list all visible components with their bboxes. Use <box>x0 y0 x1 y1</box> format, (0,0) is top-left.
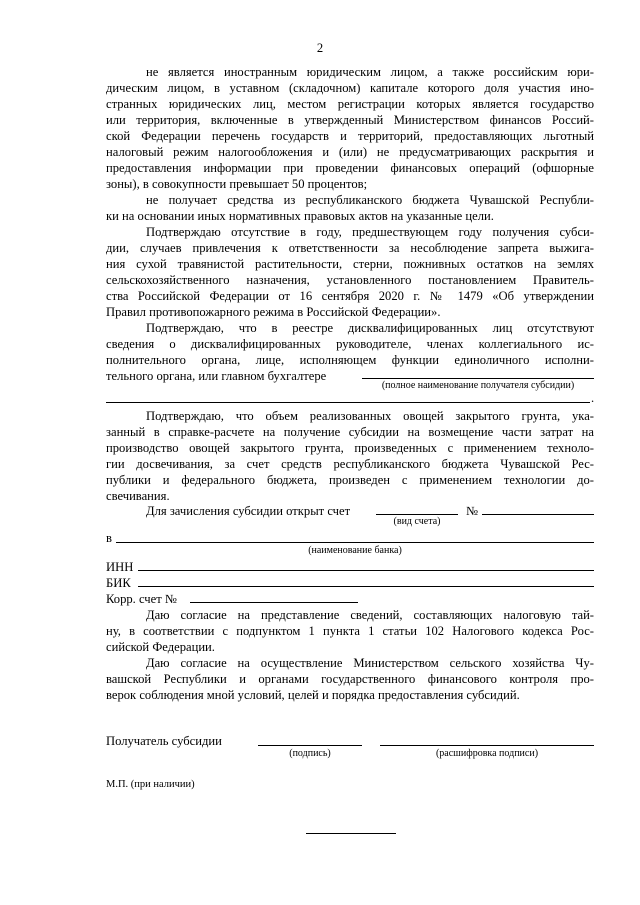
bik-field <box>138 586 594 587</box>
corr-account-field <box>190 602 358 603</box>
para-line: или территория, включенные в утвержденный Министерством финансов Россий- <box>106 113 594 127</box>
para-line: дии, случаев привлечения к ответственности за несоблюдение запрета выжига- <box>106 241 594 255</box>
period-mark: . <box>591 391 595 405</box>
para-line: сийской Федерации. <box>106 640 215 654</box>
decoding-caption: (расшифровка подписи) <box>435 748 539 759</box>
bank-in-label: в <box>106 531 112 545</box>
end-rule <box>306 833 396 834</box>
para-line: Подтверждаю отсутствие в году, предшествующем году получения субси- <box>146 225 594 239</box>
bik-label: БИК <box>106 576 131 590</box>
stamp-label: М.П. (при наличии) <box>106 779 195 790</box>
page-number: 2 <box>316 41 324 55</box>
para-line: не является иностранным юридическим лицом, а также российским юри- <box>146 65 594 79</box>
recipient-label: Получатель субсидии <box>106 734 222 748</box>
recipient-name-line <box>362 378 594 379</box>
para-line: ну, в соответствии с подпунктом 1 пункта 1 статьи 102 Налогового кодекса Рос- <box>106 624 594 638</box>
corr-account-label: Корр. счет № <box>106 592 177 606</box>
bank-caption: (наименование банка) <box>308 545 402 556</box>
para-line: вашской Республики и органами государственного финансового контроля про- <box>106 672 594 686</box>
para-line: верок соблюдения мной условий, целей и порядка предоставления субсидий. <box>106 688 520 702</box>
account-opened-label: Для зачисления субсидии открыт счет <box>146 504 351 518</box>
para-line: Даю согласие на осуществление Министерством сельского хозяйства Чу- <box>146 656 594 670</box>
para-line: Даю согласие на представление сведений, составляющих налоговую тай- <box>146 608 594 622</box>
para-line: сведения о дисквалифицированных руководителе, членах коллегиального ис- <box>106 337 594 351</box>
para-line: занный в справке-расчете на получение субсидии на возмещение части затрат на <box>106 425 594 439</box>
para-line: не получает средства из республиканского бюджета Чувашской Республи- <box>146 193 594 207</box>
para-line: ния сухой травянистой растительности, стерни, пожнивных остатков на землях <box>106 257 594 271</box>
para-line: публики и федерального бюджета, произведен с применением технологии до- <box>106 473 594 487</box>
para-line: производство овощей закрытого грунта, произведенных с применением техноло- <box>106 441 594 455</box>
recipient-name-line-2 <box>106 402 590 403</box>
para-line: тельного органа, или главном бухгалтере <box>106 369 327 383</box>
para-line: гии досвечивания, за счет средств республиканского бюджета Чувашской Рес- <box>106 457 594 471</box>
para-line: предоставления информации при проведении финансовых операций (офшорные <box>106 161 594 175</box>
para-line: зоны), в совокупности превышает 50 процентов; <box>106 177 368 191</box>
account-type-caption: (вид счета) <box>393 516 441 527</box>
para-line: полнительного органа, лице, исполняющем функции единоличного исполни- <box>106 353 594 367</box>
bank-name-field <box>116 542 594 543</box>
para-line: странных юридических лиц, местом регистрации которых является государство <box>106 97 594 111</box>
signature-caption: (подпись) <box>289 748 331 759</box>
recipient-caption: (полное наименование получателя субсидии) <box>381 380 575 391</box>
number-sign: № <box>466 504 479 518</box>
para-line: сельскохозяйственного назначения, установленного постановлением Правитель- <box>106 273 594 287</box>
inn-field <box>138 570 594 571</box>
para-line: Подтверждаю, что в реестре дисквалифицированных лиц отсутствуют <box>146 321 594 335</box>
signature-line <box>258 745 362 746</box>
para-line: ки на основании иных нормативных правовых актов на указанные цели. <box>106 209 494 223</box>
account-type-field <box>376 514 458 515</box>
signature-decoding-line <box>380 745 594 746</box>
para-line: ской Федерации перечень государств и территорий, предоставляющих льготный <box>106 129 594 143</box>
para-line: дическим лицом, в уставном (складочном) капитале которого доля участия ино- <box>106 81 594 95</box>
para-line: свечивания. <box>106 489 170 503</box>
inn-label: ИНН <box>106 560 134 574</box>
account-number-field <box>482 514 594 515</box>
para-line: Правил противопожарного режима в Российской Федерации». <box>106 305 441 319</box>
para-line: ства Российской Федерации от 16 сентября 2020 г. № 1479 «Об утверждении <box>106 289 594 303</box>
para-line: Подтверждаю, что объем реализованных овощей закрытого грунта, ука- <box>146 409 594 423</box>
para-line: налоговый режим налогообложения и (или) не предусматривающих раскрытия и <box>106 145 594 159</box>
